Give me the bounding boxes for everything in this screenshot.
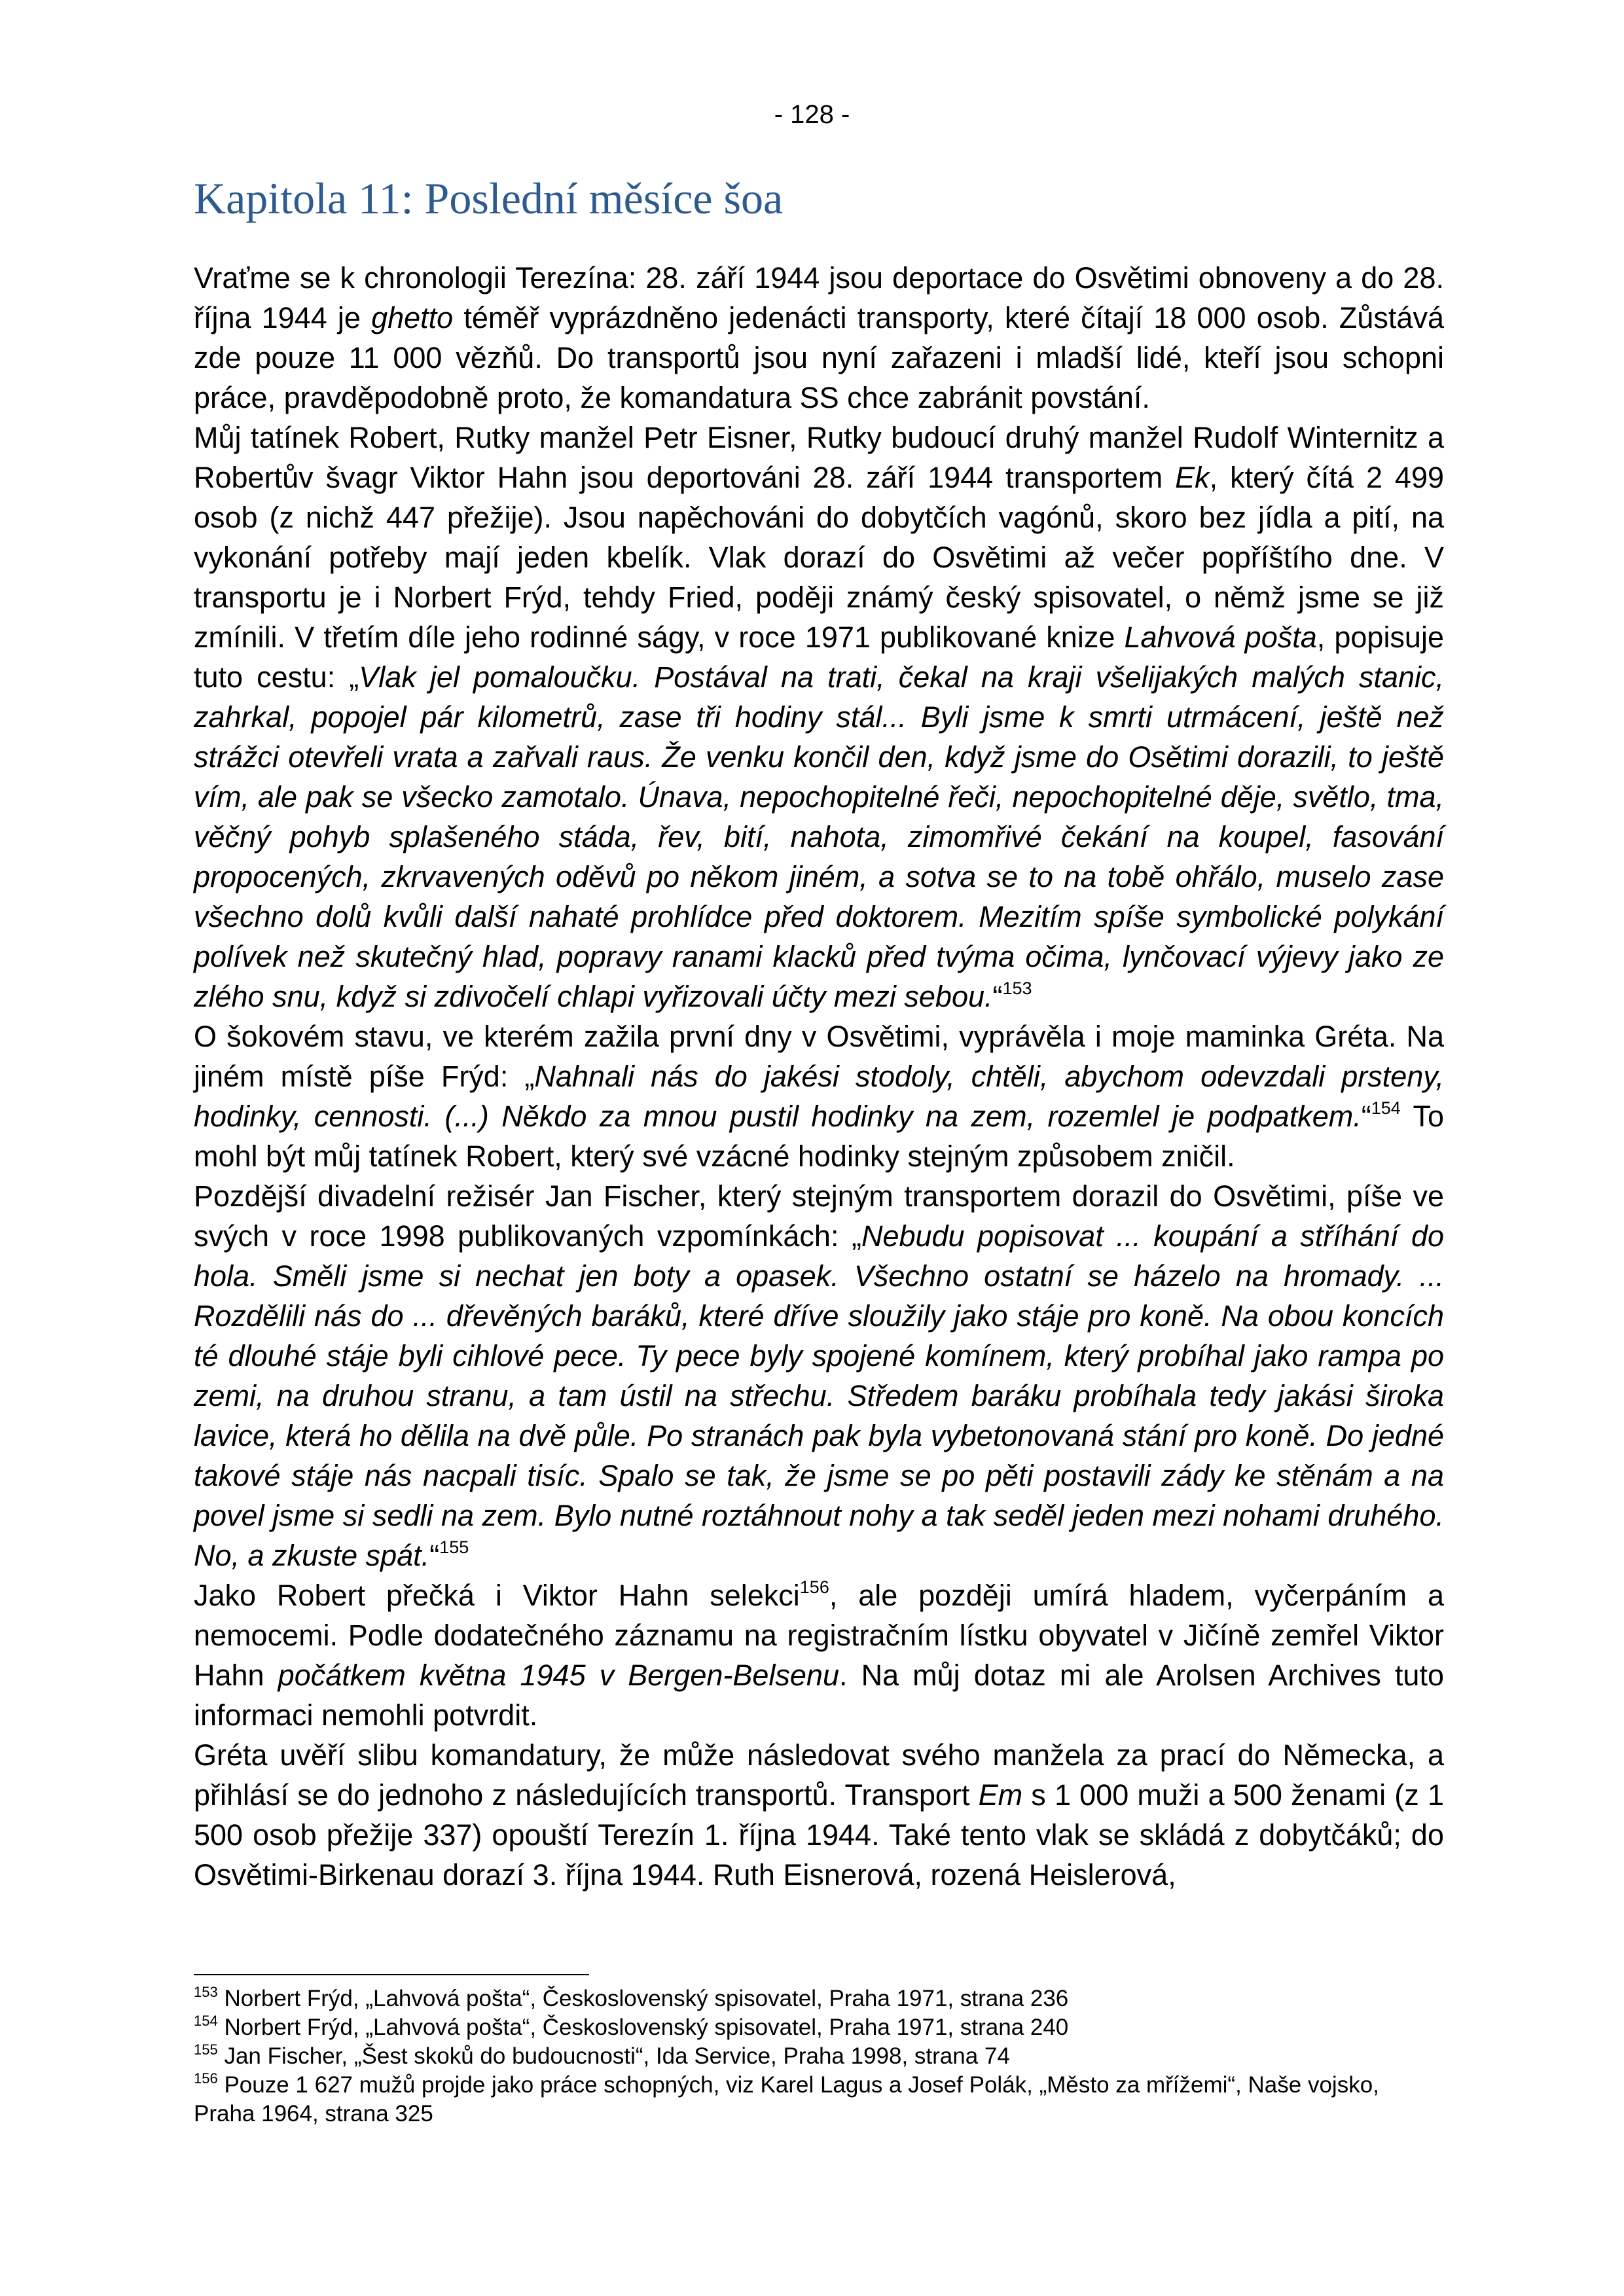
footnote xyxy=(194,2071,1444,2128)
footnote-reference: 155 xyxy=(439,1537,469,1557)
paragraph xyxy=(194,1176,1444,1575)
text-run: . Na můj dotaz mi ale Arolsen Archives tuto informaci nemohli potvrdit. xyxy=(194,1659,1444,1732)
italic-text: počátkem května 1945 v Bergen-Belsenu xyxy=(278,1659,839,1692)
text-run: Gréta uvěří slibu komandatury, že může následovat svého manžela za prací do Německa, a přihlásí se do jednoho z následujících transportů. Transport xyxy=(194,1738,1444,1812)
page-number: - 128 - xyxy=(774,100,850,129)
footnote-reference: 156 xyxy=(799,1577,829,1597)
footnote xyxy=(194,1984,1444,2013)
text-run: Můj tatínek Robert, Rutky manžel Petr Eisner, Rutky budoucí druhý manžel Rudolf Winternitz a Robertův švagr Viktor Hahn jsou deportováni 28. září 1944 transportem xyxy=(194,421,1444,494)
footnote-number: 154 xyxy=(194,2013,218,2029)
paragraph xyxy=(194,418,1444,1016)
text-run: To mohl být můj tatínek Robert, který své vzácné hodinky stejným způsobem zničil. xyxy=(194,1100,1444,1173)
paragraph xyxy=(194,1735,1444,1895)
text-run: , ale později umírá hladem, vyčerpáním a nemocemi. Podle dodatečného záznamu na registračním lístku obyvatel v Jičíně zemřel Viktor Hahn xyxy=(194,1579,1444,1692)
italic-text: Em xyxy=(978,1778,1023,1812)
footnote-text: Norbert Frýd, „Lahvová pošta“, Československý spisovatel, Praha 1971, strana 240 xyxy=(224,2015,1069,2040)
text-run: “ xyxy=(429,1539,440,1572)
footnote-number: 156 xyxy=(194,2070,218,2087)
text-run: “ xyxy=(1361,1100,1371,1133)
footnote xyxy=(194,2013,1444,2042)
footnote-text: Jan Fischer, „Šest skoků do budoucnosti“, Ida Service, Praha 1998, strana 74 xyxy=(224,2043,1010,2069)
footnote xyxy=(194,2042,1444,2071)
italic-text: ghetto xyxy=(371,301,454,334)
chapter-title: Kapitola 11: Poslední měsíce šoa xyxy=(194,173,784,223)
footnote-number: 155 xyxy=(194,2041,218,2058)
text-run: “ xyxy=(992,980,1003,1013)
text-run: , který čítá 2 499 osob (z nichž 447 přežije). Jsou napěchováni do dobytčích vagónů, skoro bez jídla a pití, na vykonání potřeby mají jeden kbelík. Vlak dorazí do Osvětimi až večer popříštího dne. V transportu je i Norbert Frýd, tehdy Fried, poději známý český spisovatel, o němž jsme se již zmínili. V třetím díle jeho rodinné ságy, v roce 1971 publikované knize xyxy=(194,461,1444,654)
text-run: Pozdější divadelní režisér Jan Fischer, který stejným transportem dorazil do Osvětimi, píše ve svých v roce 1998 publikovaných vzpomínkách: „ xyxy=(194,1179,1444,1253)
text-run: s 1 000 muži a 500 ženami (z 1 500 osob přežije 337) opouští Terezín 1. října 1944. Také tento vlak se skládá z dobytčáků; do Osvětimi-Birkenau dorazí 3. října 1944. Ruth Eisnerová, rozená Heislerová, xyxy=(194,1778,1444,1892)
text-run: Vraťme se k chronologii Terezína: 28. září 1944 jsou deportace do Osvětimi obnoveny a do 28. října 1944 je xyxy=(194,261,1444,334)
text-run: , popisuje tuto cestu: „ xyxy=(194,620,1444,694)
italic-text: Nebudu popisovat ... koupání a stříhání do hola. Směli jsme si nechat jen boty a opasek. Všechno ostatní se házelo na hromady. ... Rozdělili nás do ... dřevěných baráků, které dříve sloužily jako stáje pro koně. Na obou koncích té dlouhé stáje byli cihlové pece. Ty pece byly spojené komínem, který probíhal jako rampa po zemi, na druhou stranu, a tam ústil na střechu. Středem baráku probíhala tedy jakási široka lavice, která ho dělila na dvě půle. Po stranách pak byla vybetonovaná stání pro koně. Do jedné takové stáje nás nacpali tisíc. Spalo se tak, že jsme se po pěti postavili zády ke stěnám a na povel jsme si sedli na zem. Bylo nutné roztáhnout nohy a tak seděl jeden mezi nohami druhého. No, a zkuste spát. xyxy=(194,1219,1444,1572)
paragraph xyxy=(194,1016,1444,1176)
italic-text: Ek xyxy=(1175,461,1210,494)
text-run: Jako Robert přečká i Viktor Hahn selekci xyxy=(194,1579,800,1612)
paragraph xyxy=(194,258,1444,418)
text-run: O šokovém stavu, ve kterém zažila první dny v Osvětimi, vyprávěla i moje maminka Gréta. Na jiném místě píše Frýd: „ xyxy=(194,1020,1444,1093)
footnote-text: Pouze 1 627 mužů projde jako práce schopných, viz Karel Lagus a Josef Polák, „Město za mřížemi“, Naše vojsko, Praha 1964, strana 325 xyxy=(194,2072,1379,2126)
footnote-text: Norbert Frýd, „Lahvová pošta“, Československý spisovatel, Praha 1971, strana 236 xyxy=(224,1986,1069,2011)
italic-text: Vlak jel pomaloučku. Postával na trati, čekal na kraji všelijakých malých stanic, zahrkal, popojel pár kilometrů, zase tři hodiny stál... Byli jsme k smrti utrmácení, ještě než strážci otevřeli vrata a zařvali raus. Že venku končil den, když jsme do Osětimi dorazili, to ještě vím, ale pak se všecko zamotalo. Únava, nepochopitelné řeči, nepochopitelné děje, světlo, tma, věčný pohyb splašeného stáda, řev, bití, nahota, zimomřivé čekání na koupel, fasování propocených, zkrvavených oděvů po někom jiném, a sotva se to na tobě ohřálo, muselo zase všechno dolů kvůli další nahaté prohlídce před doktorem. Mezitím spíše symbolické polykání polívek než skutečný hlad, popravy ranami klacků před tvýma očima, lynčovací výjevy jako ze zlého snu, když si zdivočelí chlapi vyřizovali účty mezi sebou. xyxy=(194,660,1444,1013)
footnote-reference: 153 xyxy=(1002,978,1032,998)
footnote-divider xyxy=(194,1974,589,1975)
paragraph xyxy=(194,1575,1444,1735)
italic-text: Lahvová pošta xyxy=(1124,620,1317,654)
footnote-number: 153 xyxy=(194,1984,218,2000)
text-run: téměř vyprázdněno jedenácti transporty, které čítají 18 000 osob. Zůstává zde pouze 11 000 vězňů. Do transportů jsou nyní zařazeni i mladší lidé, kteří jsou schopni práce, pravděpodobně proto, že komandatura SS chce zabránit povstání. xyxy=(194,301,1444,414)
footnotes xyxy=(194,1984,1444,2128)
body-text xyxy=(194,258,1444,1895)
footnote-reference: 154 xyxy=(1371,1098,1401,1118)
italic-text: Nahnali nás do jakési stodoly, chtěli, abychom odevzdali prsteny, hodinky, cennosti. (...) Někdo za mnou pustil hodinky na zem, rozemlel je podpatkem. xyxy=(194,1060,1445,1133)
